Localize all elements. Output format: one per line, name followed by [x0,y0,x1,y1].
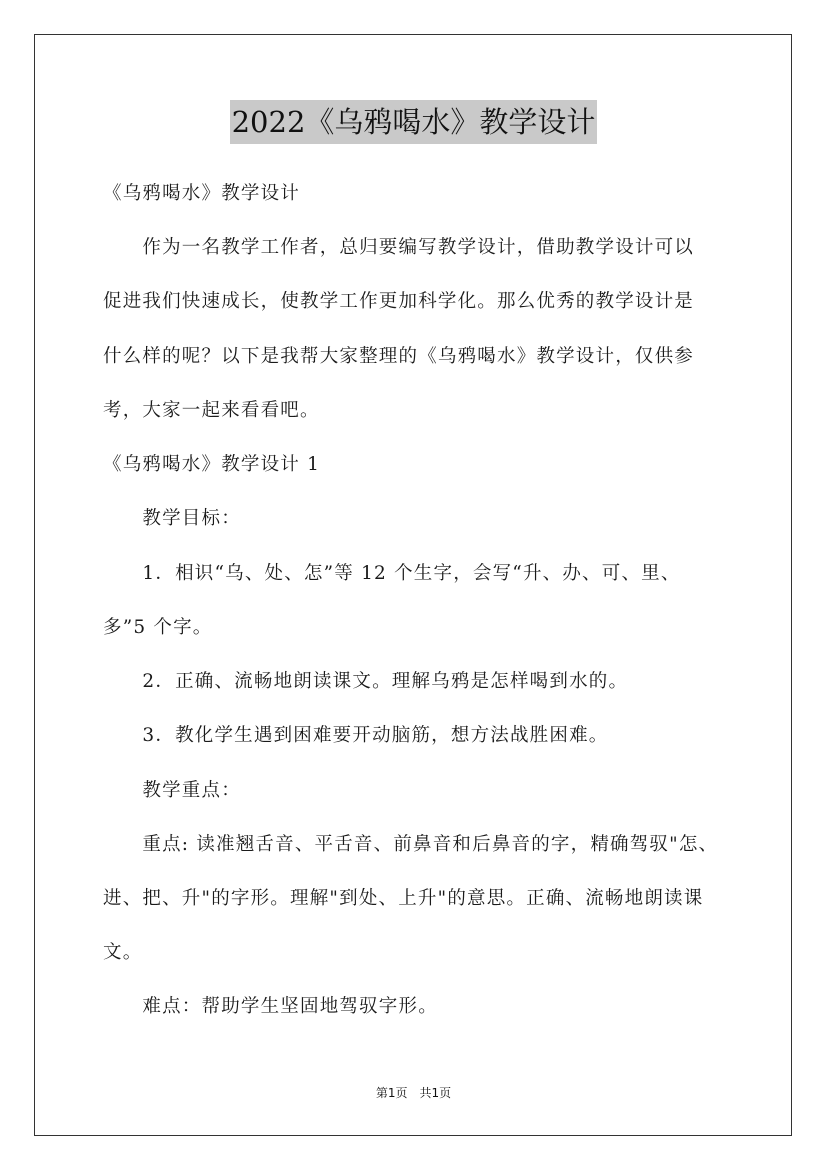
page-footer [0,1084,827,1101]
paragraph-line: 教学重点： [103,780,241,801]
section-heading: 《乌鸦喝水》教学设计 [103,183,301,204]
page-number: 第1页 共1页 [375,1086,452,1100]
paragraph-line: 1．相识“乌、处、怎”等 12 个生字，会写“升、办、可、里、 [103,563,681,584]
paragraph-line: 文。 [103,942,143,963]
paragraph-line: 什么样的呢？以下是我帮大家整理的《乌鸦喝水》教学设计，仅供参 [103,346,695,367]
section-heading: 《乌鸦喝水》教学设计 1 [103,454,321,475]
paragraph-line: 考，大家一起来看看吧。 [103,400,320,421]
paragraph-line: 重点: 读准翘舌音、平舌音、前鼻音和后鼻音的字，精确驾驭"怎、 [103,834,719,855]
paragraph-line: 难点：帮助学生坚固地驾驭字形。 [103,996,438,1017]
paragraph-line: 作为一名教学工作者，总归要编写教学设计，借助教学设计可以 [103,237,695,258]
document-title: 2022《乌鸦喝水》教学设计 [230,100,598,144]
paragraph-line: 促进我们快速成长，使教学工作更加科学化。那么优秀的教学设计是 [103,291,695,312]
paragraph-line: 3．教化学生遇到困难要开动脑筋，想方法战胜困难。 [103,725,609,746]
paragraph-line: 2．正确、流畅地朗读课文。理解乌鸦是怎样喝到水的。 [103,671,629,692]
paragraph-line: 教学目标： [103,508,241,529]
title-container [0,100,827,144]
paragraph-line: 进、把、升"的字形。理解"到处、上升"的意思。正确、流畅地朗读课 [103,888,704,909]
paragraph-line: 多”5 个字。 [103,617,213,638]
